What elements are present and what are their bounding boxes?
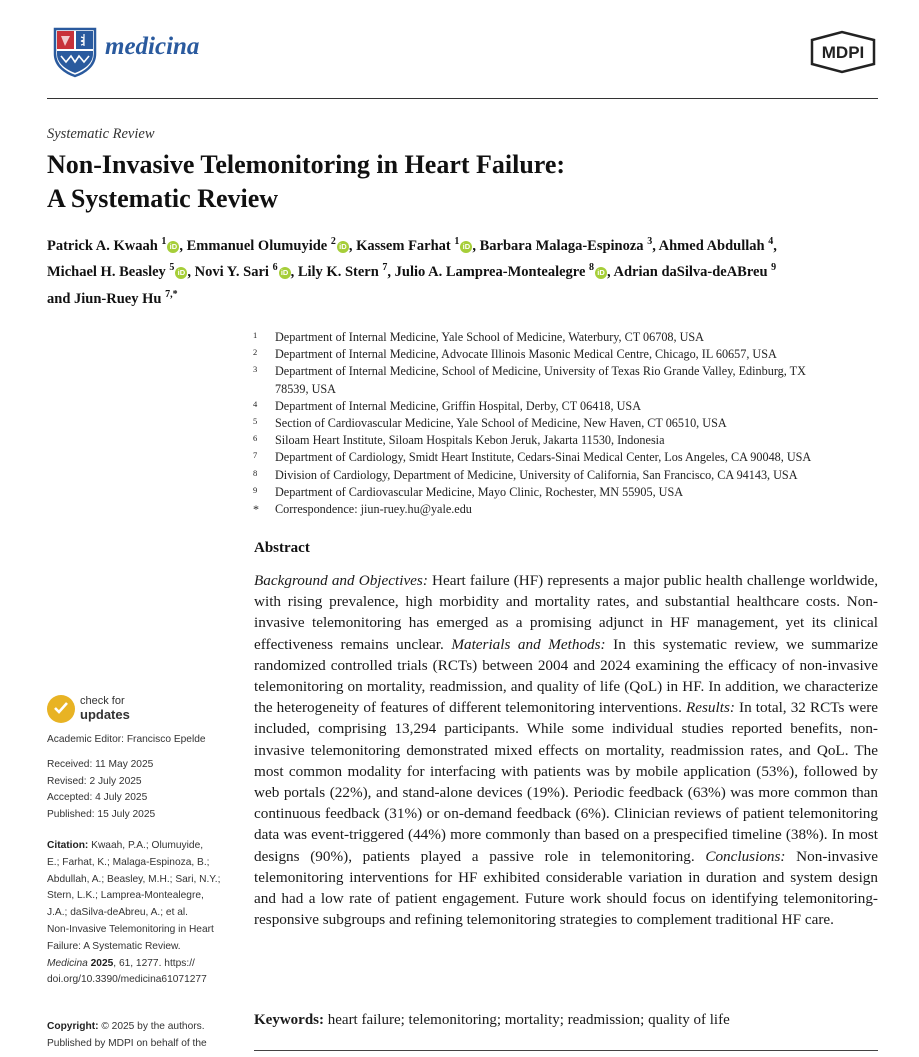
author-name[interactable]: Emmanuel Olumuyide — [186, 237, 328, 254]
abstract-body: Background and Objectives: Heart failure (HF) represents a major public health challenge worldwide, with rising prevalence, high morbidity and mortality rates, and substantial healthcare costs. Non-invasive telemonitoring has emerged as a promising adjunct in HF management, yet its clinical effectiveness remains unclear. Materials and Methods: In this systematic review, we summarize randomized controlled trials (RCTs) between 2004 and 2024 examining the efficacy of non-invasive telemonitoring on mortality, readmission, and quality of life (QoL) in HF. In addition, we characterize the heterogeneity of features of different telemonitoring interventions. Results: In total, 32 RCTs were included, comprising 13,294 participants. While some individual studies reported benefits, non-invasive telemonitoring demonstrated mixed effects on mortality, readmission rates, and QoL. The most common modality for interfacing with patients was by mobile application (53%), followed by web portals (22%), and stand-alone devices (19%). Periodic feedback (63%) was more common than continuous feedback (31%) or on-demand feedback (6%). Clinician reviews of patient telemonitoring data was event-triggered (44%) more commonly than based on a prespecified timeline (38%). In most designs (90%), patients played a passive role in telemonitoring. Conclusions: Non-invasive telemonitoring interventions for HF exhibited considerable variation in duration and system design and had a low rate of patient engagement. Future work should focus on identifying telemonitoring-responsive subgroups and refining telemonitoring strategies to complement traditional HF care. — [254, 572, 879, 929]
author-line-2: Michael H. Beasley $^5$ iD , Novi Y. Sari $^6$ iD , Lily K. Stern $^7$, Julio A. Lamprea-Montealegre $^8$ iD , Adrian daSilva-deABreu $^9$ — [47, 262, 777, 281]
title-line-2: A Systematic Review — [47, 184, 279, 213]
title-line-1: Non-Invasive Telemonitoring in Heart Failure: — [47, 150, 566, 179]
affiliation-item: 2 Department of Internal Medicine, Advocate Illinois Masonic Medical Centre, Chicago, IL 60657, USA — [253, 347, 777, 362]
affiliation-item: 5 Section of Cardiovascular Medicine, Yale School of Medicine, New Haven, CT 06510, USA — [253, 416, 727, 431]
footer-divider — [254, 1050, 878, 1051]
keywords: Keywords: heart failure; telemonitoring; mortality; readmission; quality of life — [254, 1012, 730, 1028]
author-line-3: and Jiun-Ruey Hu $^{7,*}$ — [47, 288, 178, 307]
dates-block — [47, 757, 237, 823]
orcid-icon[interactable]: iD — [595, 267, 607, 279]
orcid-icon[interactable]: iD — [175, 267, 187, 279]
affiliations — [253, 329, 893, 518]
accepted-date: Accepted: 4 July 2025 — [47, 792, 148, 803]
affiliation-item: 3 Department of Internal Medicine, School of Medicine, University of Texas Rio Grande Valley, Edinburg, TX 78539, USA — [253, 364, 806, 396]
check-for-updates-icon — [47, 695, 75, 723]
mdpi-logo-text: MDPI — [821, 43, 865, 62]
author-name[interactable]: Ahmed Abdullah — [658, 237, 765, 254]
correspondence[interactable]: * Correspondence: jiun-ruey.hu@yale.edu — [253, 502, 472, 517]
header-divider — [47, 98, 878, 99]
journal-logo-icon — [52, 26, 98, 78]
affiliation-item: 6 Siloam Heart Institute, Siloam Hospitals Kebon Jeruk, Jakarta 11530, Indonesia — [253, 433, 665, 448]
orcid-icon[interactable]: iD — [167, 241, 179, 253]
revised-date: Revised: 2 July 2025 — [47, 775, 142, 787]
author-name[interactable]: Michael H. Beasley — [47, 264, 166, 281]
author-name[interactable]: Patrick A. Kwaah — [47, 237, 158, 254]
affiliation-item: 9 Department of Cardiovascular Medicine, Mayo Clinic, Rochester, MN 55905, USA — [253, 484, 684, 499]
copyright-block: Copyright: © 2025 by the authors. Published by MDPI on behalf of the — [47, 1021, 207, 1049]
affiliation-item: 4 Department of Internal Medicine, Griffin Hospital, Derby, CT 06418, USA — [253, 398, 641, 413]
author-name[interactable]: and Jiun-Ruey Hu — [47, 290, 162, 307]
author-name[interactable]: Lily K. Stern — [297, 264, 379, 281]
orcid-icon[interactable]: iD — [279, 267, 291, 279]
orcid-icon[interactable]: iD — [460, 241, 472, 253]
author-name[interactable]: Kassem Farhat — [356, 237, 451, 254]
doi-link[interactable]: doi.org/10.3390/medicina61071277 — [47, 974, 207, 986]
article-type: Systematic Review — [47, 126, 155, 142]
author-name[interactable]: Adrian daSilva-deABreu — [613, 264, 768, 281]
author-name[interactable]: Novi Y. Sari — [194, 264, 269, 281]
author-list — [47, 231, 882, 310]
author-line-1: Patrick A. Kwaah $^1$ iD , Emmanuel Olumuyide $^2$ iD , Kassem Farhat $^1$ iD , Barbara Malaga-Espinoza $^3$, Ahmed Abdullah $^4$, — [47, 236, 777, 254]
doi-link-prefix[interactable]: https:// — [164, 957, 195, 969]
received-date: Received: 11 May 2025 — [47, 759, 154, 770]
affiliation-item: 1 Department of Internal Medicine, Yale School of Medicine, Waterbury, CT 06708, USA — [253, 330, 704, 344]
abstract-label-methods: Materials and Methods: — [451, 635, 606, 653]
author-name[interactable]: Julio A. Lamprea-Montealegre — [394, 264, 586, 281]
academic-editor: Academic Editor: Francisco Epelde — [47, 734, 206, 745]
abstract-label-background: Background and Objectives: — [254, 572, 428, 589]
published-date: Published: 15 July 2025 — [47, 808, 156, 820]
citation-block: Citation: Kwaah, P.A.; Olumuyide, E.; Farhat, K.; Malaga-Espinoza, B.; Abdullah, A.; Beasley, M.H.; Sari, N.Y.; Stern, L.K.; Lamprea-Montealegre, J.A.; daSilva-deAbreu, A.; et al. Non-Invasive Telemonitoring in Heart Failure: A Systematic Review. Medicina 2025, 61, 1277. https:// doi.org/10.3390/medicina61071277 — [47, 838, 237, 989]
affiliation-item: 7 Department of Cardiology, Smidt Heart Institute, Cedars-Sinai Medical Center, Los Angeles, CA 90048, USA — [253, 450, 812, 465]
affiliation-item: 8 Division of Cardiology, Department of Medicine, University of California, San Francisco, CA 94143, USA — [253, 467, 798, 482]
abstract-heading: Abstract — [254, 540, 310, 556]
check-for-updates-button[interactable]: check for updates — [47, 695, 167, 725]
orcid-icon[interactable]: iD — [337, 241, 349, 253]
abstract-label-conclusions: Conclusions: — [705, 847, 786, 865]
mdpi-logo-icon[interactable] — [808, 30, 880, 74]
journal-name[interactable]: medicina — [105, 33, 200, 60]
article-title — [47, 148, 565, 216]
abstract-label-results: Results: — [685, 699, 735, 717]
author-name[interactable]: Barbara Malaga-Espinoza — [479, 237, 644, 254]
